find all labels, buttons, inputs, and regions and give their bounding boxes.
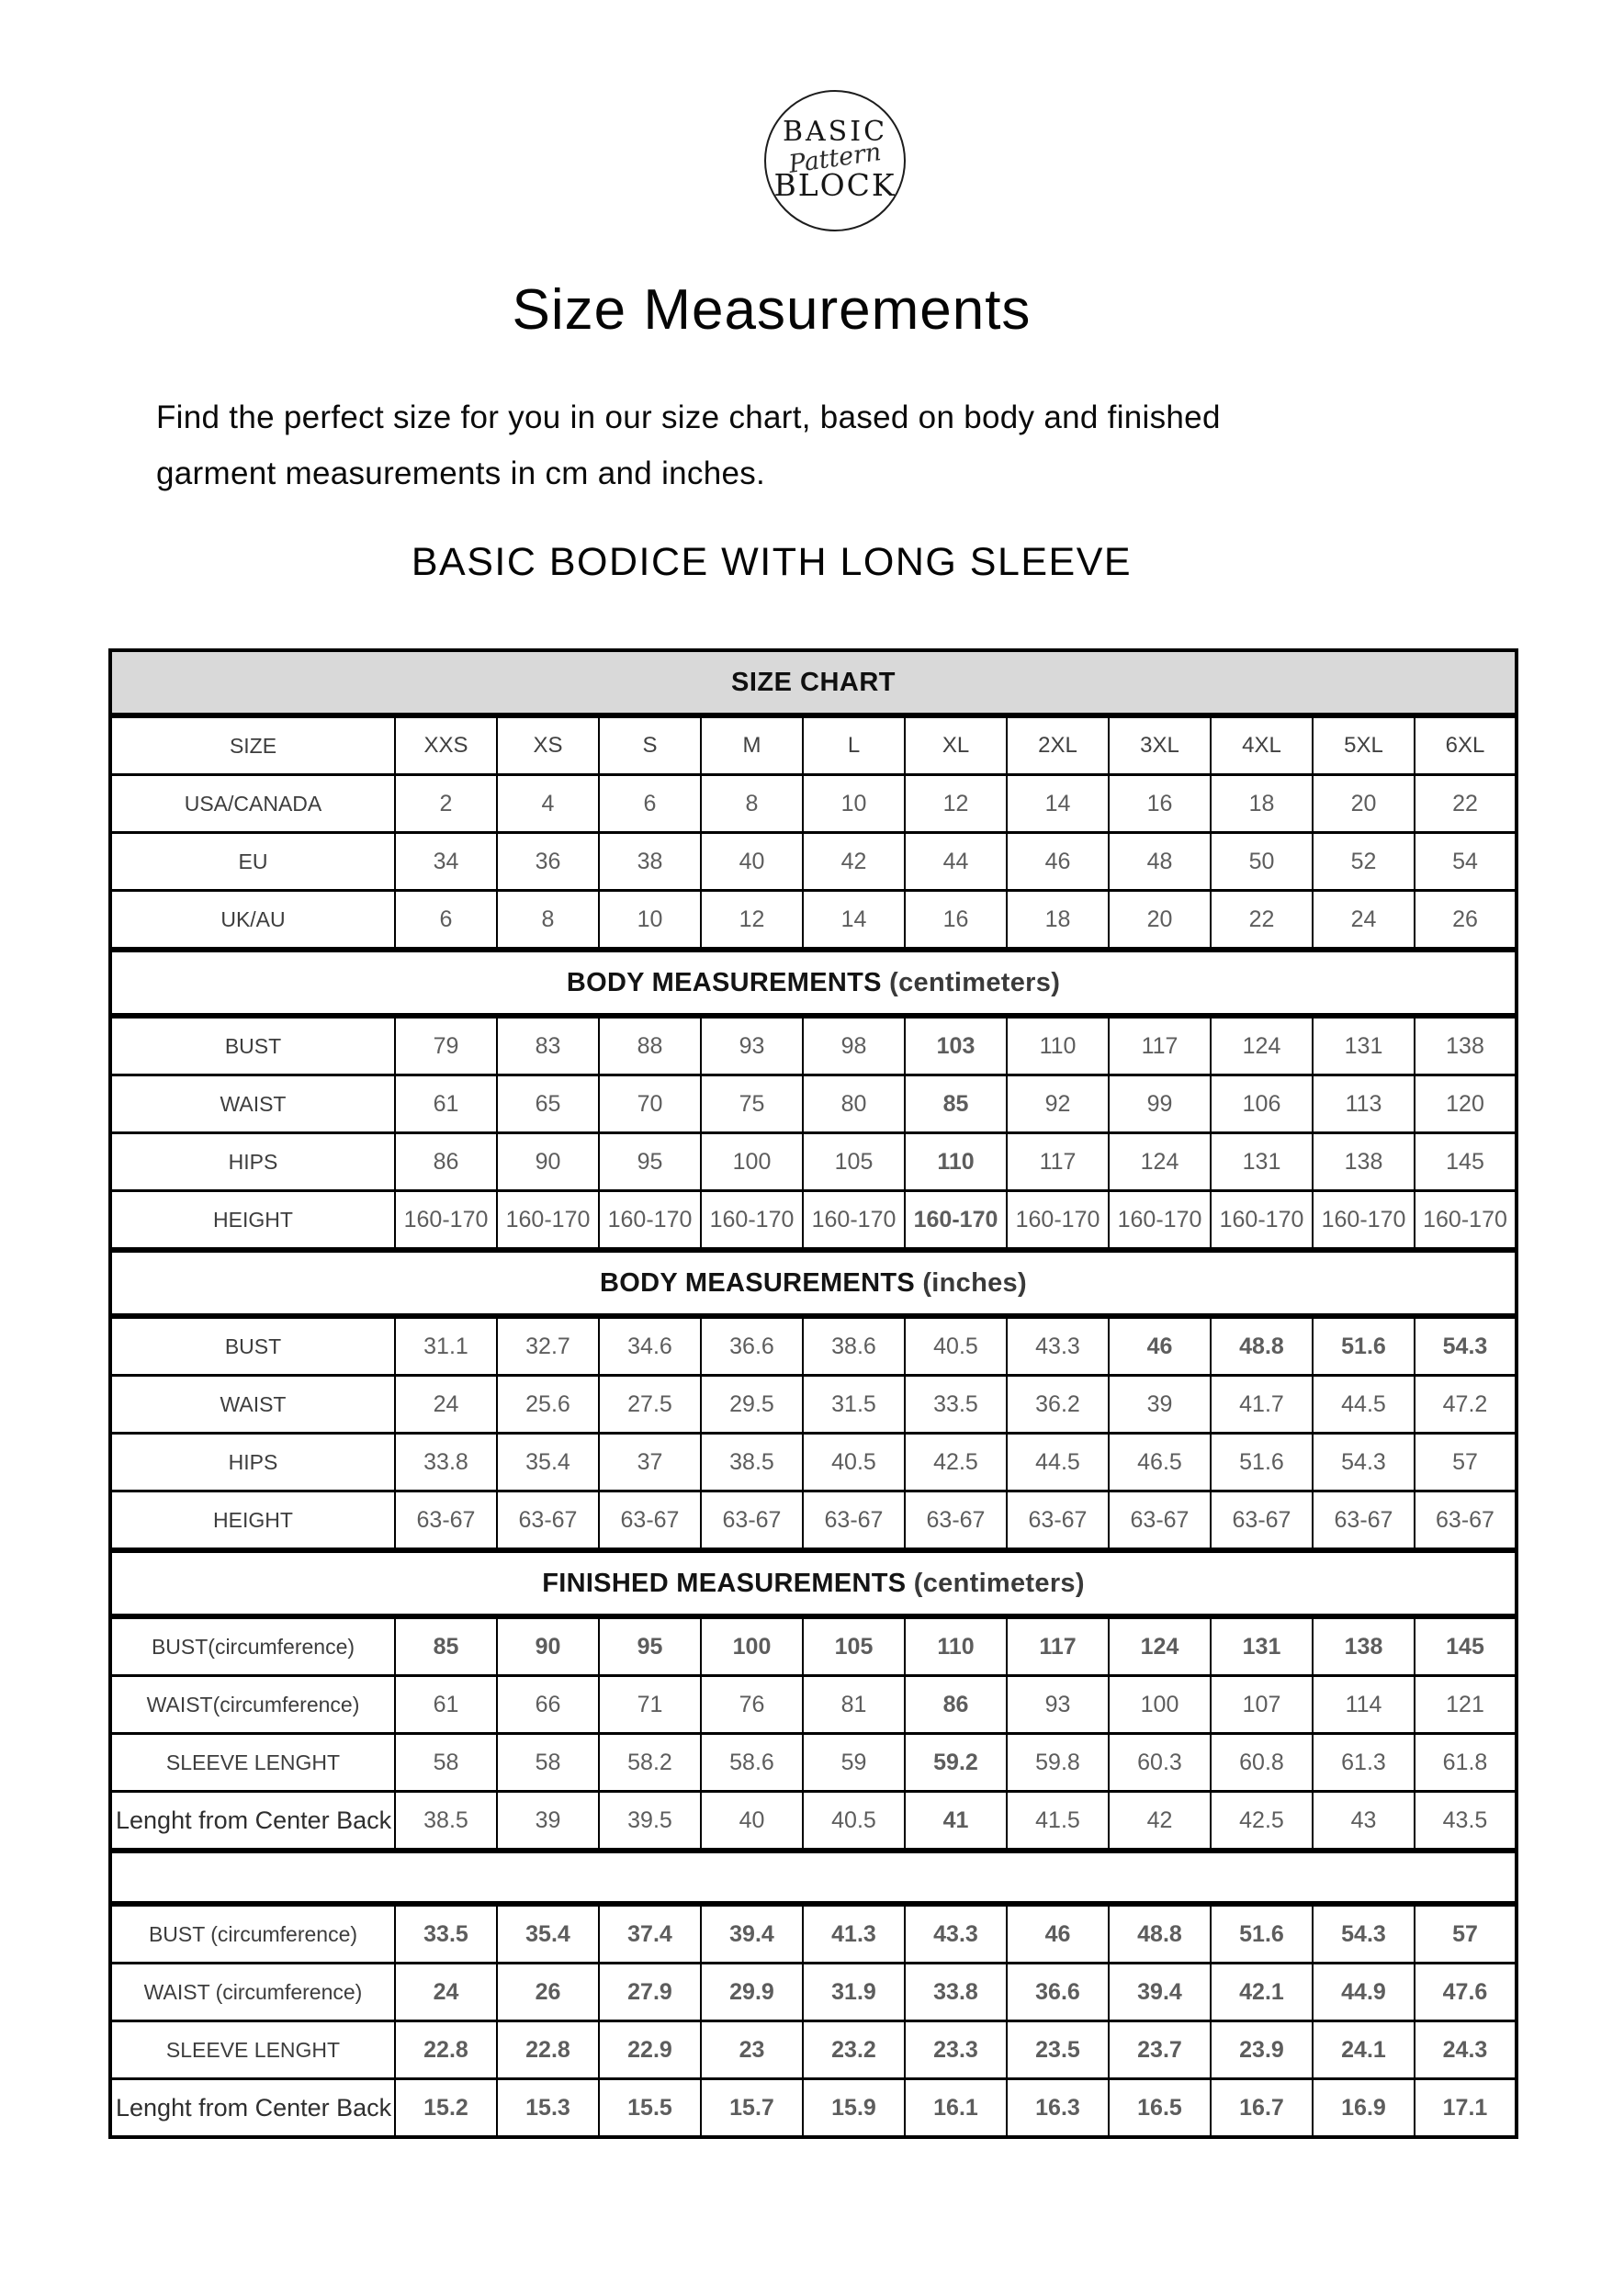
value-cell: 114 — [1313, 1676, 1415, 1734]
value-cell: 50 — [1211, 833, 1313, 891]
value-cell: 95 — [599, 1616, 701, 1676]
value-cell: 63-67 — [1211, 1491, 1313, 1551]
value-cell: 63-67 — [1313, 1491, 1415, 1551]
value-cell: 63-67 — [803, 1491, 905, 1551]
value-cell: 138 — [1415, 1016, 1517, 1075]
value-cell: 16.1 — [905, 2079, 1007, 2138]
value-cell: 48.8 — [1211, 1316, 1313, 1376]
intro-line-2: garment measurements in cm and inches. — [156, 456, 766, 491]
value-cell: 160-170 — [1211, 1191, 1313, 1251]
value-cell: 95 — [599, 1133, 701, 1191]
table-row — [110, 1734, 1517, 1792]
value-cell: 38.6 — [803, 1316, 905, 1376]
brand-logo — [764, 90, 906, 231]
value-cell: 61 — [395, 1676, 497, 1734]
value-cell: 42.5 — [1211, 1792, 1313, 1851]
value-cell: 42.5 — [905, 1434, 1007, 1491]
row-label: UK/AU — [110, 891, 395, 951]
value-cell: 107 — [1211, 1676, 1313, 1734]
value-cell: 160-170 — [701, 1191, 803, 1251]
value-cell: 59.2 — [905, 1734, 1007, 1792]
table-row — [110, 1376, 1517, 1434]
value-cell: 36.6 — [1007, 1964, 1109, 2021]
value-cell: 131 — [1211, 1133, 1313, 1191]
value-cell: 66 — [497, 1676, 599, 1734]
value-cell: 33.5 — [395, 1904, 497, 1964]
table-row — [110, 1491, 1517, 1551]
value-cell: 44.5 — [1007, 1434, 1109, 1491]
value-cell: 58.6 — [701, 1734, 803, 1792]
value-cell: 61.3 — [1313, 1734, 1415, 1792]
value-cell: 18 — [1007, 891, 1109, 951]
value-cell: 63-67 — [905, 1491, 1007, 1551]
value-cell: 16 — [1109, 775, 1211, 833]
value-cell: 160-170 — [1415, 1191, 1517, 1251]
table-row — [110, 1434, 1517, 1491]
value-cell: 63-67 — [701, 1491, 803, 1551]
value-cell: 160-170 — [395, 1191, 497, 1251]
value-cell: 41.3 — [803, 1904, 905, 1964]
value-cell: 59 — [803, 1734, 905, 1792]
value-cell: 8 — [701, 775, 803, 833]
value-cell: 16.7 — [1211, 2079, 1313, 2138]
value-cell: 40.5 — [803, 1434, 905, 1491]
value-cell: 100 — [701, 1133, 803, 1191]
value-cell: XL — [905, 715, 1007, 775]
value-cell: 51.6 — [1211, 1434, 1313, 1491]
table-row — [110, 1016, 1517, 1075]
value-cell: 40.5 — [905, 1316, 1007, 1376]
row-label: EU — [110, 833, 395, 891]
value-cell: 39.5 — [599, 1792, 701, 1851]
table-row — [110, 1075, 1517, 1133]
value-cell: 110 — [905, 1133, 1007, 1191]
value-cell: 41.7 — [1211, 1376, 1313, 1434]
value-cell: 5XL — [1313, 715, 1415, 775]
row-label: BUST(circumference) — [110, 1616, 395, 1676]
value-cell: 57 — [1415, 1904, 1517, 1964]
value-cell: 15.7 — [701, 2079, 803, 2138]
value-cell: 22 — [1415, 775, 1517, 833]
value-cell: 83 — [497, 1016, 599, 1075]
value-cell: 44.9 — [1313, 1964, 1415, 2021]
value-cell: 38 — [599, 833, 701, 891]
value-cell: 58 — [395, 1734, 497, 1792]
value-cell: 36.6 — [701, 1316, 803, 1376]
value-cell: 23.2 — [803, 2021, 905, 2079]
value-cell: 16.9 — [1313, 2079, 1415, 2138]
table-row — [110, 1904, 1517, 1964]
table-row — [110, 2079, 1517, 2138]
value-cell: 6 — [599, 775, 701, 833]
value-cell: 52 — [1313, 833, 1415, 891]
table-row — [110, 1191, 1517, 1251]
value-cell: 65 — [497, 1075, 599, 1133]
value-cell: 2XL — [1007, 715, 1109, 775]
value-cell: 46 — [1109, 1316, 1211, 1376]
table-row — [110, 833, 1517, 891]
value-cell: 88 — [599, 1016, 701, 1075]
value-cell: 23 — [701, 2021, 803, 2079]
value-cell: 22 — [1211, 891, 1313, 951]
value-cell: 20 — [1313, 775, 1415, 833]
value-cell: 58 — [497, 1734, 599, 1792]
value-cell: 160-170 — [803, 1191, 905, 1251]
table-row — [110, 1550, 1517, 1616]
value-cell: 48 — [1109, 833, 1211, 891]
value-cell: 26 — [497, 1964, 599, 2021]
value-cell: 23.3 — [905, 2021, 1007, 2079]
product-subtitle: BASIC BODICE WITH LONG SLEEVE — [411, 540, 1133, 584]
value-cell: 24 — [395, 1964, 497, 2021]
value-cell: 20 — [1109, 891, 1211, 951]
value-cell: 15.2 — [395, 2079, 497, 2138]
row-label: SIZE — [110, 715, 395, 775]
value-cell: 4 — [497, 775, 599, 833]
table-row — [110, 2021, 1517, 2079]
value-cell: 79 — [395, 1016, 497, 1075]
table-row — [110, 950, 1517, 1016]
value-cell: 42.1 — [1211, 1964, 1313, 2021]
value-cell: 117 — [1109, 1016, 1211, 1075]
page-title: Size Measurements — [512, 278, 1032, 342]
value-cell: 61.8 — [1415, 1734, 1517, 1792]
value-cell: 6XL — [1415, 715, 1517, 775]
value-cell: 34.6 — [599, 1316, 701, 1376]
value-cell: M — [701, 715, 803, 775]
value-cell: 42 — [803, 833, 905, 891]
value-cell: 160-170 — [1109, 1191, 1211, 1251]
value-cell: 27.5 — [599, 1376, 701, 1434]
value-cell: 40 — [701, 1792, 803, 1851]
value-cell: 145 — [1415, 1616, 1517, 1676]
value-cell: 43.3 — [1007, 1316, 1109, 1376]
value-cell: 145 — [1415, 1133, 1517, 1191]
value-cell: 47.6 — [1415, 1964, 1517, 2021]
value-cell: 117 — [1007, 1133, 1109, 1191]
value-cell: 160-170 — [905, 1191, 1007, 1251]
value-cell: 37.4 — [599, 1904, 701, 1964]
value-cell: XXS — [395, 715, 497, 775]
row-label: HIPS — [110, 1133, 395, 1191]
value-cell: 54.3 — [1313, 1904, 1415, 1964]
value-cell: 8 — [497, 891, 599, 951]
value-cell: 46 — [1007, 833, 1109, 891]
value-cell: XS — [497, 715, 599, 775]
row-label: BUST (circumference) — [110, 1904, 395, 1964]
value-cell: 81 — [803, 1676, 905, 1734]
value-cell: 99 — [1109, 1075, 1211, 1133]
row-label: SLEEVE LENGHT — [110, 2021, 395, 2079]
value-cell: 90 — [497, 1133, 599, 1191]
value-cell: 39 — [497, 1792, 599, 1851]
value-cell: 16.3 — [1007, 2079, 1109, 2138]
table-row — [110, 775, 1517, 833]
value-cell: 103 — [905, 1016, 1007, 1075]
value-cell: 105 — [803, 1133, 905, 1191]
value-cell: 60.3 — [1109, 1734, 1211, 1792]
value-cell: 160-170 — [1313, 1191, 1415, 1251]
value-cell: 80 — [803, 1075, 905, 1133]
value-cell: 43 — [1313, 1792, 1415, 1851]
value-cell: 70 — [599, 1075, 701, 1133]
value-cell: 39.4 — [1109, 1964, 1211, 2021]
size-chart-table — [108, 648, 1518, 2139]
value-cell: 63-67 — [1109, 1491, 1211, 1551]
value-cell: 51.6 — [1313, 1316, 1415, 1376]
row-label: HIPS — [110, 1434, 395, 1491]
table-row — [110, 1250, 1517, 1316]
section-header-cell: BODY MEASUREMENTS (centimeters) — [110, 950, 1517, 1016]
value-cell: 15.5 — [599, 2079, 701, 2138]
blank-cell — [110, 1851, 1517, 1904]
row-label: WAIST (circumference) — [110, 1964, 395, 2021]
value-cell: 15.9 — [803, 2079, 905, 2138]
value-cell: 120 — [1415, 1075, 1517, 1133]
value-cell: 22.8 — [395, 2021, 497, 2079]
value-cell: 85 — [905, 1075, 1007, 1133]
value-cell: 58.2 — [599, 1734, 701, 1792]
value-cell: 63-67 — [599, 1491, 701, 1551]
value-cell: 90 — [497, 1616, 599, 1676]
table-row — [110, 650, 1517, 715]
table-row — [110, 1676, 1517, 1734]
value-cell: 54.3 — [1415, 1316, 1517, 1376]
value-cell: 124 — [1109, 1133, 1211, 1191]
value-cell: 31.1 — [395, 1316, 497, 1376]
value-cell: 12 — [701, 891, 803, 951]
value-cell: 100 — [701, 1616, 803, 1676]
row-label: Lenght from Center Back — [110, 2079, 395, 2138]
value-cell: 98 — [803, 1016, 905, 1075]
value-cell: 33.8 — [395, 1434, 497, 1491]
value-cell: 22.9 — [599, 2021, 701, 2079]
value-cell: 160-170 — [1007, 1191, 1109, 1251]
value-cell: 26 — [1415, 891, 1517, 951]
value-cell: 46 — [1007, 1904, 1109, 1964]
brand-logo-script-text: Pattern — [786, 138, 884, 179]
value-cell: 41.5 — [1007, 1792, 1109, 1851]
row-label: HEIGHT — [110, 1191, 395, 1251]
row-label: Lenght from Center Back — [110, 1792, 395, 1851]
value-cell: 131 — [1211, 1616, 1313, 1676]
value-cell: 47.2 — [1415, 1376, 1517, 1434]
value-cell: 10 — [803, 775, 905, 833]
value-cell: 54.3 — [1313, 1434, 1415, 1491]
value-cell: 46.5 — [1109, 1434, 1211, 1491]
value-cell: 105 — [803, 1616, 905, 1676]
value-cell: 33.5 — [905, 1376, 1007, 1434]
value-cell: 24.1 — [1313, 2021, 1415, 2079]
value-cell: 36.2 — [1007, 1376, 1109, 1434]
value-cell: 43.5 — [1415, 1792, 1517, 1851]
value-cell: 59.8 — [1007, 1734, 1109, 1792]
table-row — [110, 1792, 1517, 1851]
section-header-cell: BODY MEASUREMENTS (inches) — [110, 1250, 1517, 1316]
value-cell: 160-170 — [497, 1191, 599, 1251]
value-cell: 23.7 — [1109, 2021, 1211, 2079]
row-label: BUST — [110, 1316, 395, 1376]
value-cell: 35.4 — [497, 1904, 599, 1964]
value-cell: 124 — [1211, 1016, 1313, 1075]
value-cell: 51.6 — [1211, 1904, 1313, 1964]
value-cell: 43.3 — [905, 1904, 1007, 1964]
value-cell: 121 — [1415, 1676, 1517, 1734]
brand-logo-bottom-text: BLOCK — [773, 167, 897, 203]
value-cell: 40 — [701, 833, 803, 891]
table-row — [110, 1964, 1517, 2021]
value-cell: 113 — [1313, 1075, 1415, 1133]
value-cell: 106 — [1211, 1075, 1313, 1133]
table-row — [110, 1616, 1517, 1676]
value-cell: 14 — [1007, 775, 1109, 833]
value-cell: 63-67 — [497, 1491, 599, 1551]
value-cell: 71 — [599, 1676, 701, 1734]
value-cell: 63-67 — [395, 1491, 497, 1551]
value-cell: 37 — [599, 1434, 701, 1491]
value-cell: 29.9 — [701, 1964, 803, 2021]
value-cell: 18 — [1211, 775, 1313, 833]
value-cell: 44.5 — [1313, 1376, 1415, 1434]
value-cell: 85 — [395, 1616, 497, 1676]
value-cell: 24.3 — [1415, 2021, 1517, 2079]
value-cell: 31.9 — [803, 1964, 905, 2021]
value-cell: 61 — [395, 1075, 497, 1133]
value-cell: 4XL — [1211, 715, 1313, 775]
value-cell: 86 — [395, 1133, 497, 1191]
row-label: WAIST(circumference) — [110, 1676, 395, 1734]
value-cell: 41 — [905, 1792, 1007, 1851]
value-cell: 44 — [905, 833, 1007, 891]
value-cell: 75 — [701, 1075, 803, 1133]
value-cell: 54 — [1415, 833, 1517, 891]
table-row — [110, 891, 1517, 951]
table-row — [110, 715, 1517, 775]
value-cell: 110 — [1007, 1016, 1109, 1075]
size-table-body — [110, 650, 1517, 2137]
value-cell: 57 — [1415, 1434, 1517, 1491]
value-cell: 12 — [905, 775, 1007, 833]
value-cell: 16.5 — [1109, 2079, 1211, 2138]
section-header-cell: FINISHED MEASUREMENTS (centimeters) — [110, 1550, 1517, 1616]
row-label: USA/CANADA — [110, 775, 395, 833]
row-label: BUST — [110, 1016, 395, 1075]
value-cell: 23.9 — [1211, 2021, 1313, 2079]
value-cell: 10 — [599, 891, 701, 951]
row-label: SLEEVE LENGHT — [110, 1734, 395, 1792]
table-row — [110, 1316, 1517, 1376]
table-row — [110, 1851, 1517, 1904]
value-cell: 138 — [1313, 1133, 1415, 1191]
intro-paragraph — [156, 389, 1479, 501]
value-cell: L — [803, 715, 905, 775]
value-cell: 24 — [1313, 891, 1415, 951]
table-title-cell: SIZE CHART — [110, 650, 1517, 715]
value-cell: 93 — [1007, 1676, 1109, 1734]
value-cell: 39 — [1109, 1376, 1211, 1434]
value-cell: 63-67 — [1007, 1491, 1109, 1551]
table-row — [110, 1133, 1517, 1191]
value-cell: 15.3 — [497, 2079, 599, 2138]
value-cell: 131 — [1313, 1016, 1415, 1075]
brand-logo-top-text: BASIC — [782, 116, 888, 148]
value-cell: 48.8 — [1109, 1904, 1211, 1964]
value-cell: 6 — [395, 891, 497, 951]
value-cell: 117 — [1007, 1616, 1109, 1676]
value-cell: 160-170 — [599, 1191, 701, 1251]
value-cell: 138 — [1313, 1616, 1415, 1676]
value-cell: 34 — [395, 833, 497, 891]
value-cell: 17.1 — [1415, 2079, 1517, 2138]
value-cell: 14 — [803, 891, 905, 951]
value-cell: 110 — [905, 1616, 1007, 1676]
value-cell: 33.8 — [905, 1964, 1007, 2021]
value-cell: 92 — [1007, 1075, 1109, 1133]
value-cell: 16 — [905, 891, 1007, 951]
value-cell: 29.5 — [701, 1376, 803, 1434]
intro-line-1: Find the perfect size for you in our size chart, based on body and finished — [156, 400, 1221, 435]
value-cell: 31.5 — [803, 1376, 905, 1434]
value-cell: 39.4 — [701, 1904, 803, 1964]
value-cell: 38.5 — [395, 1792, 497, 1851]
value-cell: 25.6 — [497, 1376, 599, 1434]
value-cell: 2 — [395, 775, 497, 833]
value-cell: S — [599, 715, 701, 775]
value-cell: 32.7 — [497, 1316, 599, 1376]
value-cell: 42 — [1109, 1792, 1211, 1851]
value-cell: 35.4 — [497, 1434, 599, 1491]
value-cell: 22.8 — [497, 2021, 599, 2079]
value-cell: 3XL — [1109, 715, 1211, 775]
value-cell: 36 — [497, 833, 599, 891]
row-label: WAIST — [110, 1376, 395, 1434]
value-cell: 60.8 — [1211, 1734, 1313, 1792]
value-cell: 27.9 — [599, 1964, 701, 2021]
value-cell: 63-67 — [1415, 1491, 1517, 1551]
value-cell: 93 — [701, 1016, 803, 1075]
value-cell: 76 — [701, 1676, 803, 1734]
value-cell: 100 — [1109, 1676, 1211, 1734]
value-cell: 86 — [905, 1676, 1007, 1734]
value-cell: 40.5 — [803, 1792, 905, 1851]
value-cell: 23.5 — [1007, 2021, 1109, 2079]
value-cell: 124 — [1109, 1616, 1211, 1676]
row-label: WAIST — [110, 1075, 395, 1133]
value-cell: 24 — [395, 1376, 497, 1434]
row-label: HEIGHT — [110, 1491, 395, 1551]
value-cell: 38.5 — [701, 1434, 803, 1491]
